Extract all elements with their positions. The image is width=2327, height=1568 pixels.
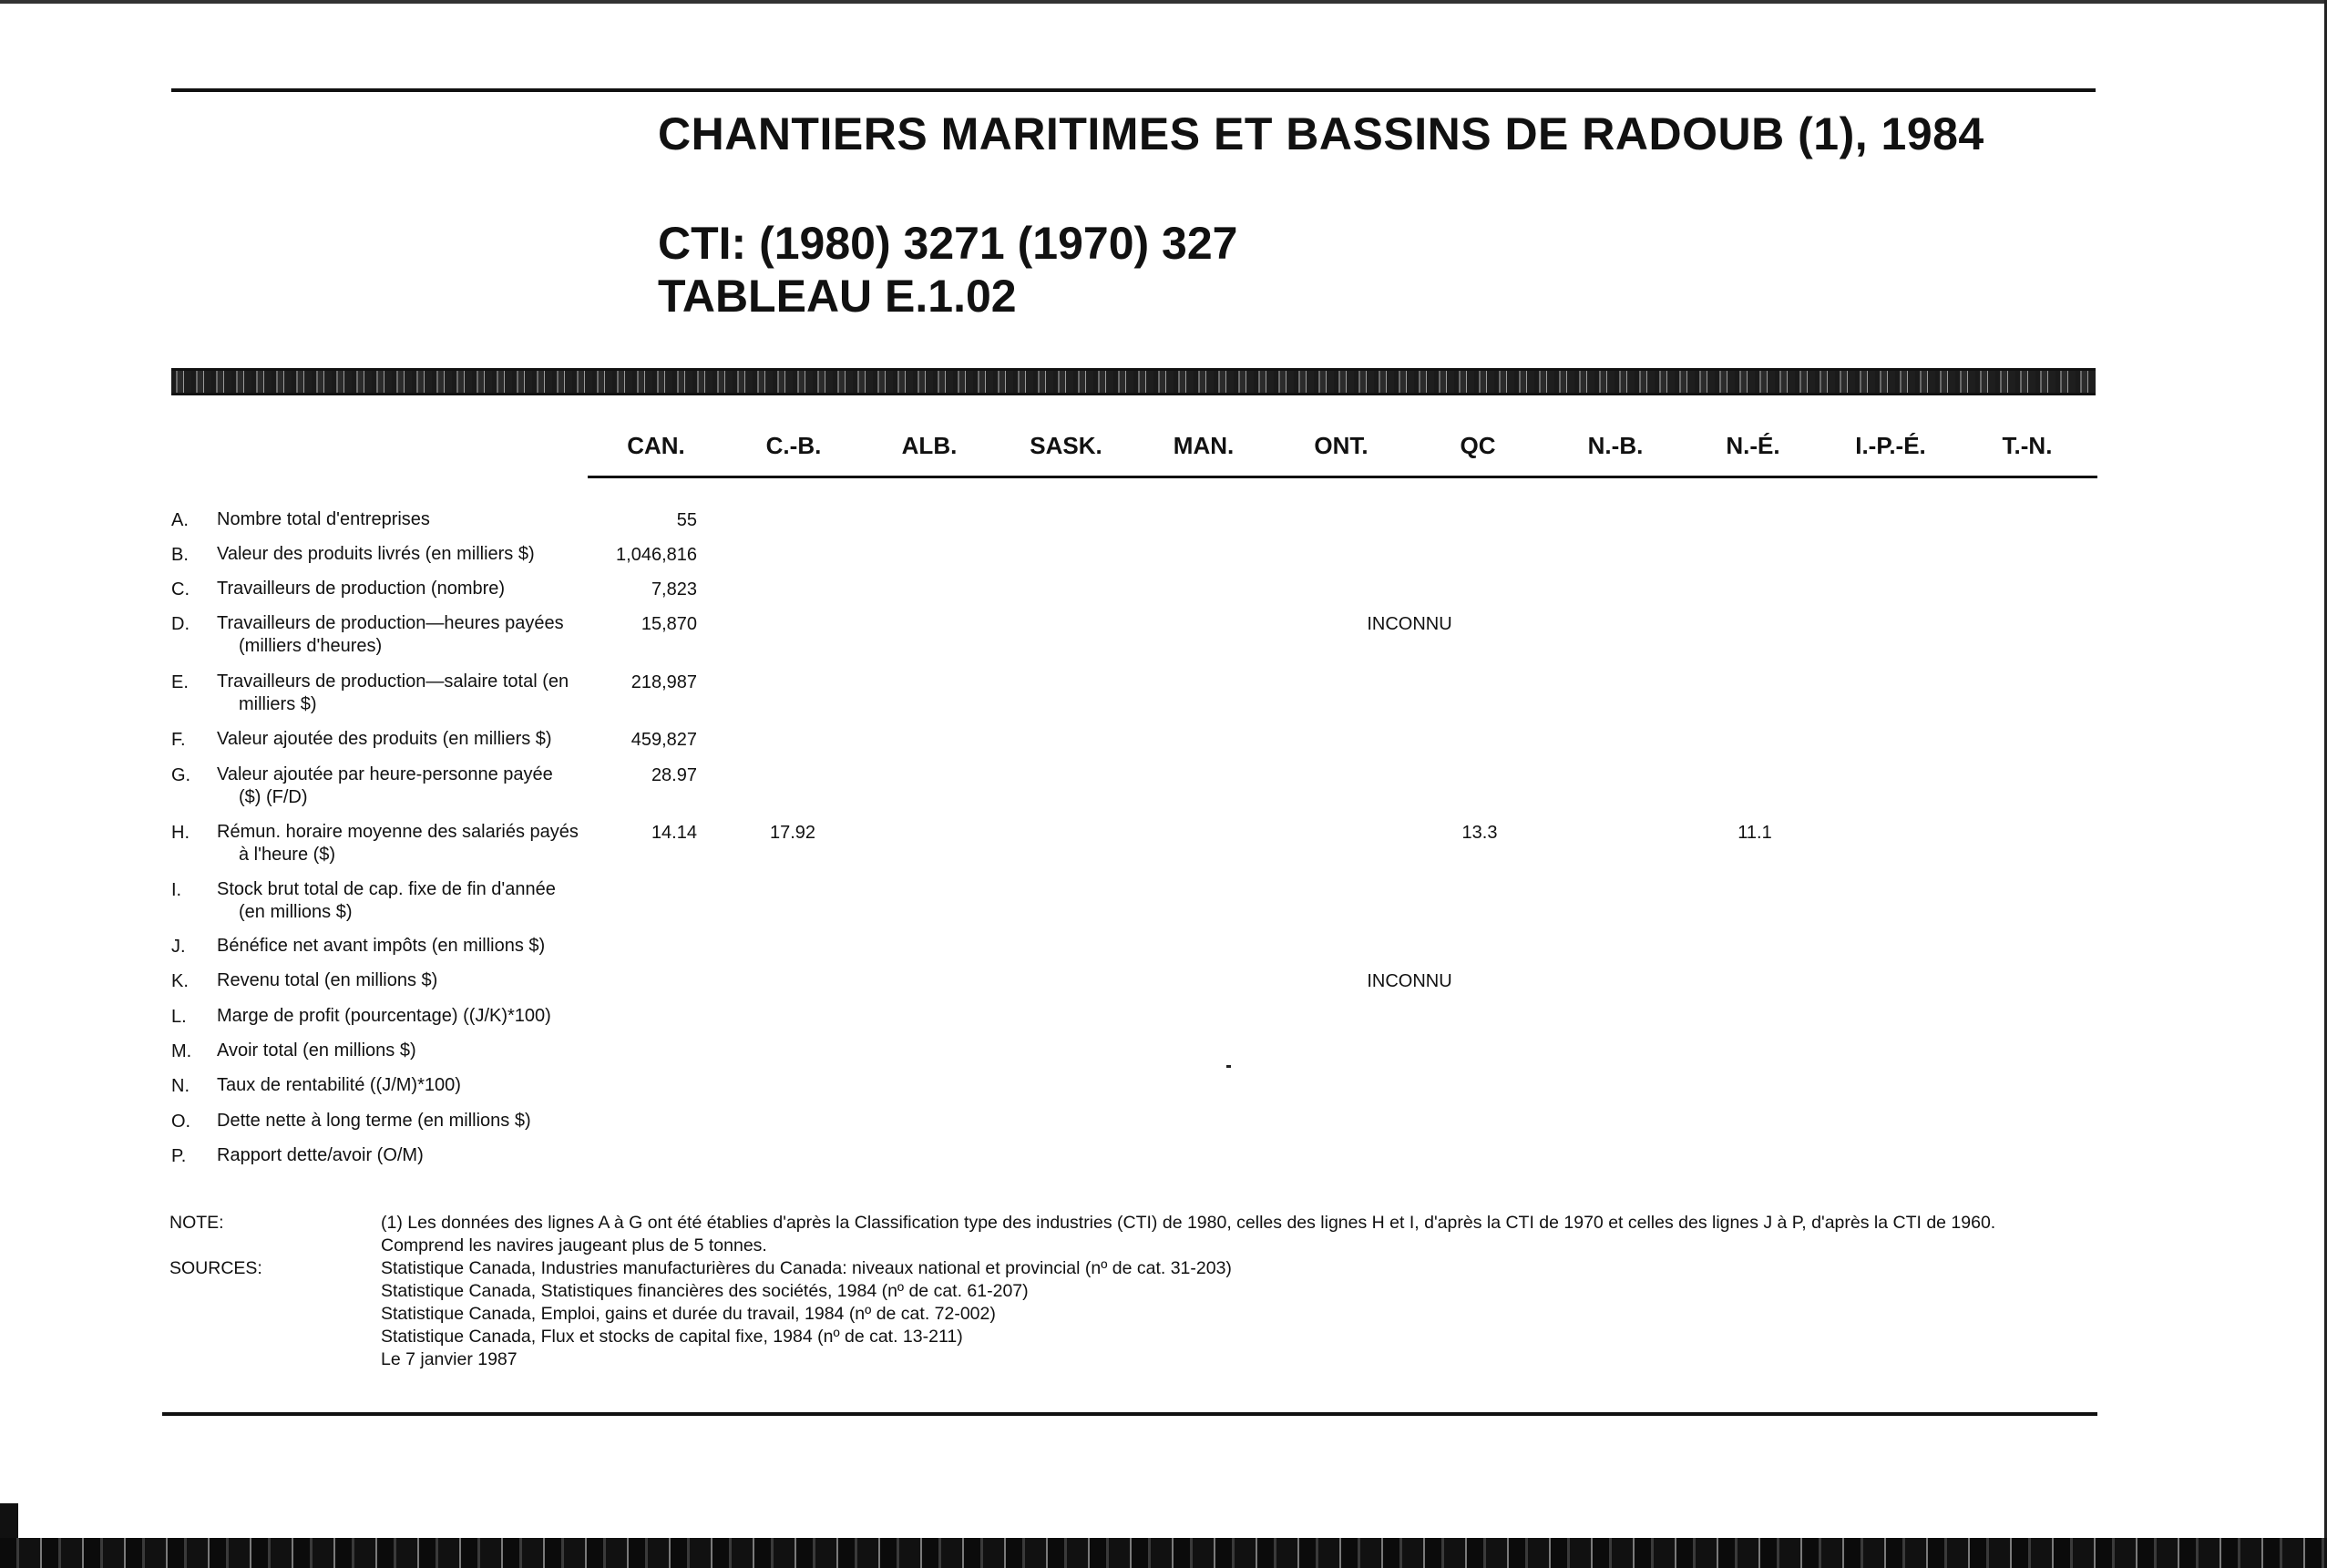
sources-label: SOURCES: — [169, 1258, 262, 1278]
row-label-line: Valeur ajoutée des produits (en milliers $) — [217, 729, 552, 749]
source-line: Statistique Canada, Flux et stocks de capital fixe, 1984 (nº de cat. 13-211) — [381, 1327, 963, 1347]
row-label-continuation: milliers $) — [239, 694, 317, 714]
row-label-line: Travailleurs de production—salaire total (en — [217, 671, 569, 692]
row-label-line: Rapport dette/avoir (O/M) — [217, 1145, 424, 1165]
row-label-line: Valeur ajoutée par heure-personne payée — [217, 764, 553, 784]
header-underline — [588, 476, 2097, 478]
table-number: TABLEAU E.1.02 — [658, 271, 1017, 322]
value-can: 28.97 — [651, 765, 697, 785]
source-line: Statistique Canada, Statistiques financières des sociétés, 1984 (nº de cat. 61-207) — [381, 1281, 1029, 1301]
row-letter: H. — [171, 823, 190, 843]
row-label — [217, 764, 586, 809]
value-unknown: INCONNU — [1367, 614, 1452, 634]
page-title: CHANTIERS MARITIMES ET BASSINS DE RADOUB (1), 1984 — [658, 108, 1984, 159]
row-label — [217, 543, 586, 566]
row-letter: A. — [171, 510, 189, 530]
row-label — [217, 935, 586, 958]
row-letter: F. — [171, 730, 186, 750]
row-label — [217, 671, 586, 716]
bottom-scan-strip — [0, 1538, 2327, 1568]
row-label — [217, 969, 586, 992]
row-letter: K. — [171, 971, 189, 991]
note-text-line2: Comprend les navires jaugeant plus de 5 tonnes. — [381, 1235, 767, 1255]
row-label-line: Travailleurs de production (nombre) — [217, 579, 506, 599]
row-label — [217, 1040, 586, 1062]
row-label — [217, 1005, 586, 1028]
row-label-line: Avoir total (en millions $) — [217, 1040, 416, 1061]
column-header-ipe: I.-P.-É. — [1855, 432, 1926, 459]
row-label-line: Taux de rentabilité ((J/M)*100) — [217, 1075, 461, 1095]
row-label-line: Marge de profit (pourcentage) ((J/K)*100) — [217, 1006, 551, 1026]
row-letter: B. — [171, 545, 189, 565]
row-label — [217, 612, 586, 658]
bottom-rule — [162, 1412, 2097, 1416]
row-letter: M. — [171, 1041, 192, 1061]
row-label-line: Rémun. horaire moyenne des salariés payés — [217, 822, 579, 842]
row-letter: D. — [171, 614, 190, 634]
row-label-continuation: (en millions $) — [239, 902, 353, 922]
value-qc: 13.3 — [1461, 823, 1498, 843]
row-letter: L. — [171, 1007, 187, 1027]
row-letter: J. — [171, 937, 186, 957]
row-label — [217, 821, 586, 866]
value-cb: 17.92 — [769, 823, 816, 843]
column-header-sask: SASK. — [1030, 432, 1102, 459]
row-label — [217, 1074, 586, 1097]
top-scan-edge — [0, 0, 2327, 4]
note-label: NOTE: — [169, 1213, 224, 1233]
note-text-line1: (1) Les données des lignes A à G ont été établies d'après la Classification type des industries (CTI) de 1980, celles des lignes H et I, d'après la CTI de 1970 et celles des lignes J à P, d'après la CTI de 1960. — [381, 1213, 1996, 1233]
value-can: 459,827 — [630, 730, 697, 750]
row-letter: I. — [171, 880, 182, 900]
column-header-man: MAN. — [1173, 432, 1235, 459]
column-header-tn: T.-N. — [2002, 432, 2053, 459]
row-label — [217, 508, 586, 531]
row-label-continuation: à l'heure ($) — [239, 845, 336, 865]
scan-speck — [1226, 1065, 1231, 1068]
publication-date: Le 7 janvier 1987 — [381, 1349, 518, 1369]
column-header-nb: N.-B. — [1587, 432, 1644, 459]
value-can: 218,987 — [630, 672, 697, 692]
value-can: 14.14 — [651, 823, 697, 843]
row-label — [217, 1110, 586, 1132]
row-letter: G. — [171, 765, 191, 785]
column-header-cb: C.-B. — [765, 432, 822, 459]
value-ne: 11.1 — [1738, 823, 1772, 843]
row-label-line: Travailleurs de production—heures payées — [217, 613, 564, 633]
row-letter: N. — [171, 1076, 190, 1096]
row-label — [217, 728, 586, 751]
row-label-line: Nombre total d'entreprises — [217, 509, 430, 529]
classification-code: CTI: (1980) 3271 (1970) 327 — [658, 218, 1238, 269]
row-letter: E. — [171, 672, 189, 692]
value-can: 1,046,816 — [616, 545, 697, 565]
row-letter: C. — [171, 579, 190, 600]
row-label-continuation: (milliers d'heures) — [239, 636, 383, 656]
source-line: Statistique Canada, Emploi, gains et durée du travail, 1984 (nº de cat. 72-002) — [381, 1304, 996, 1324]
value-can: 55 — [676, 510, 697, 530]
column-header-alb: ALB. — [901, 432, 958, 459]
header-band — [171, 368, 2096, 395]
column-header-ont: ONT. — [1314, 432, 1369, 459]
row-label — [217, 878, 586, 924]
row-label-line: Revenu total (en millions $) — [217, 970, 438, 990]
row-label-line: Stock brut total de cap. fixe de fin d'année — [217, 879, 556, 899]
row-label-continuation: ($) (F/D) — [239, 787, 308, 807]
row-label — [217, 578, 586, 600]
row-label-line: Bénéfice net avant impôts (en millions $) — [217, 936, 546, 956]
row-letter: P. — [171, 1146, 187, 1166]
top-rule — [171, 88, 2096, 92]
row-label-line: Valeur des produits livrés (en milliers $) — [217, 544, 535, 564]
row-label — [217, 1144, 586, 1167]
source-line: Statistique Canada, Industries manufacturières du Canada: niveaux national et provincial (nº de cat. 31-203) — [381, 1258, 1232, 1278]
value-can: 15,870 — [641, 614, 697, 634]
row-letter: O. — [171, 1112, 191, 1132]
value-unknown: INCONNU — [1367, 971, 1452, 991]
column-header-qc: QC — [1460, 432, 1496, 459]
value-can: 7,823 — [651, 579, 697, 600]
row-label-line: Dette nette à long terme (en millions $) — [217, 1111, 531, 1131]
column-header-ne: N.-É. — [1726, 432, 1780, 459]
column-header-can: CAN. — [627, 432, 685, 459]
